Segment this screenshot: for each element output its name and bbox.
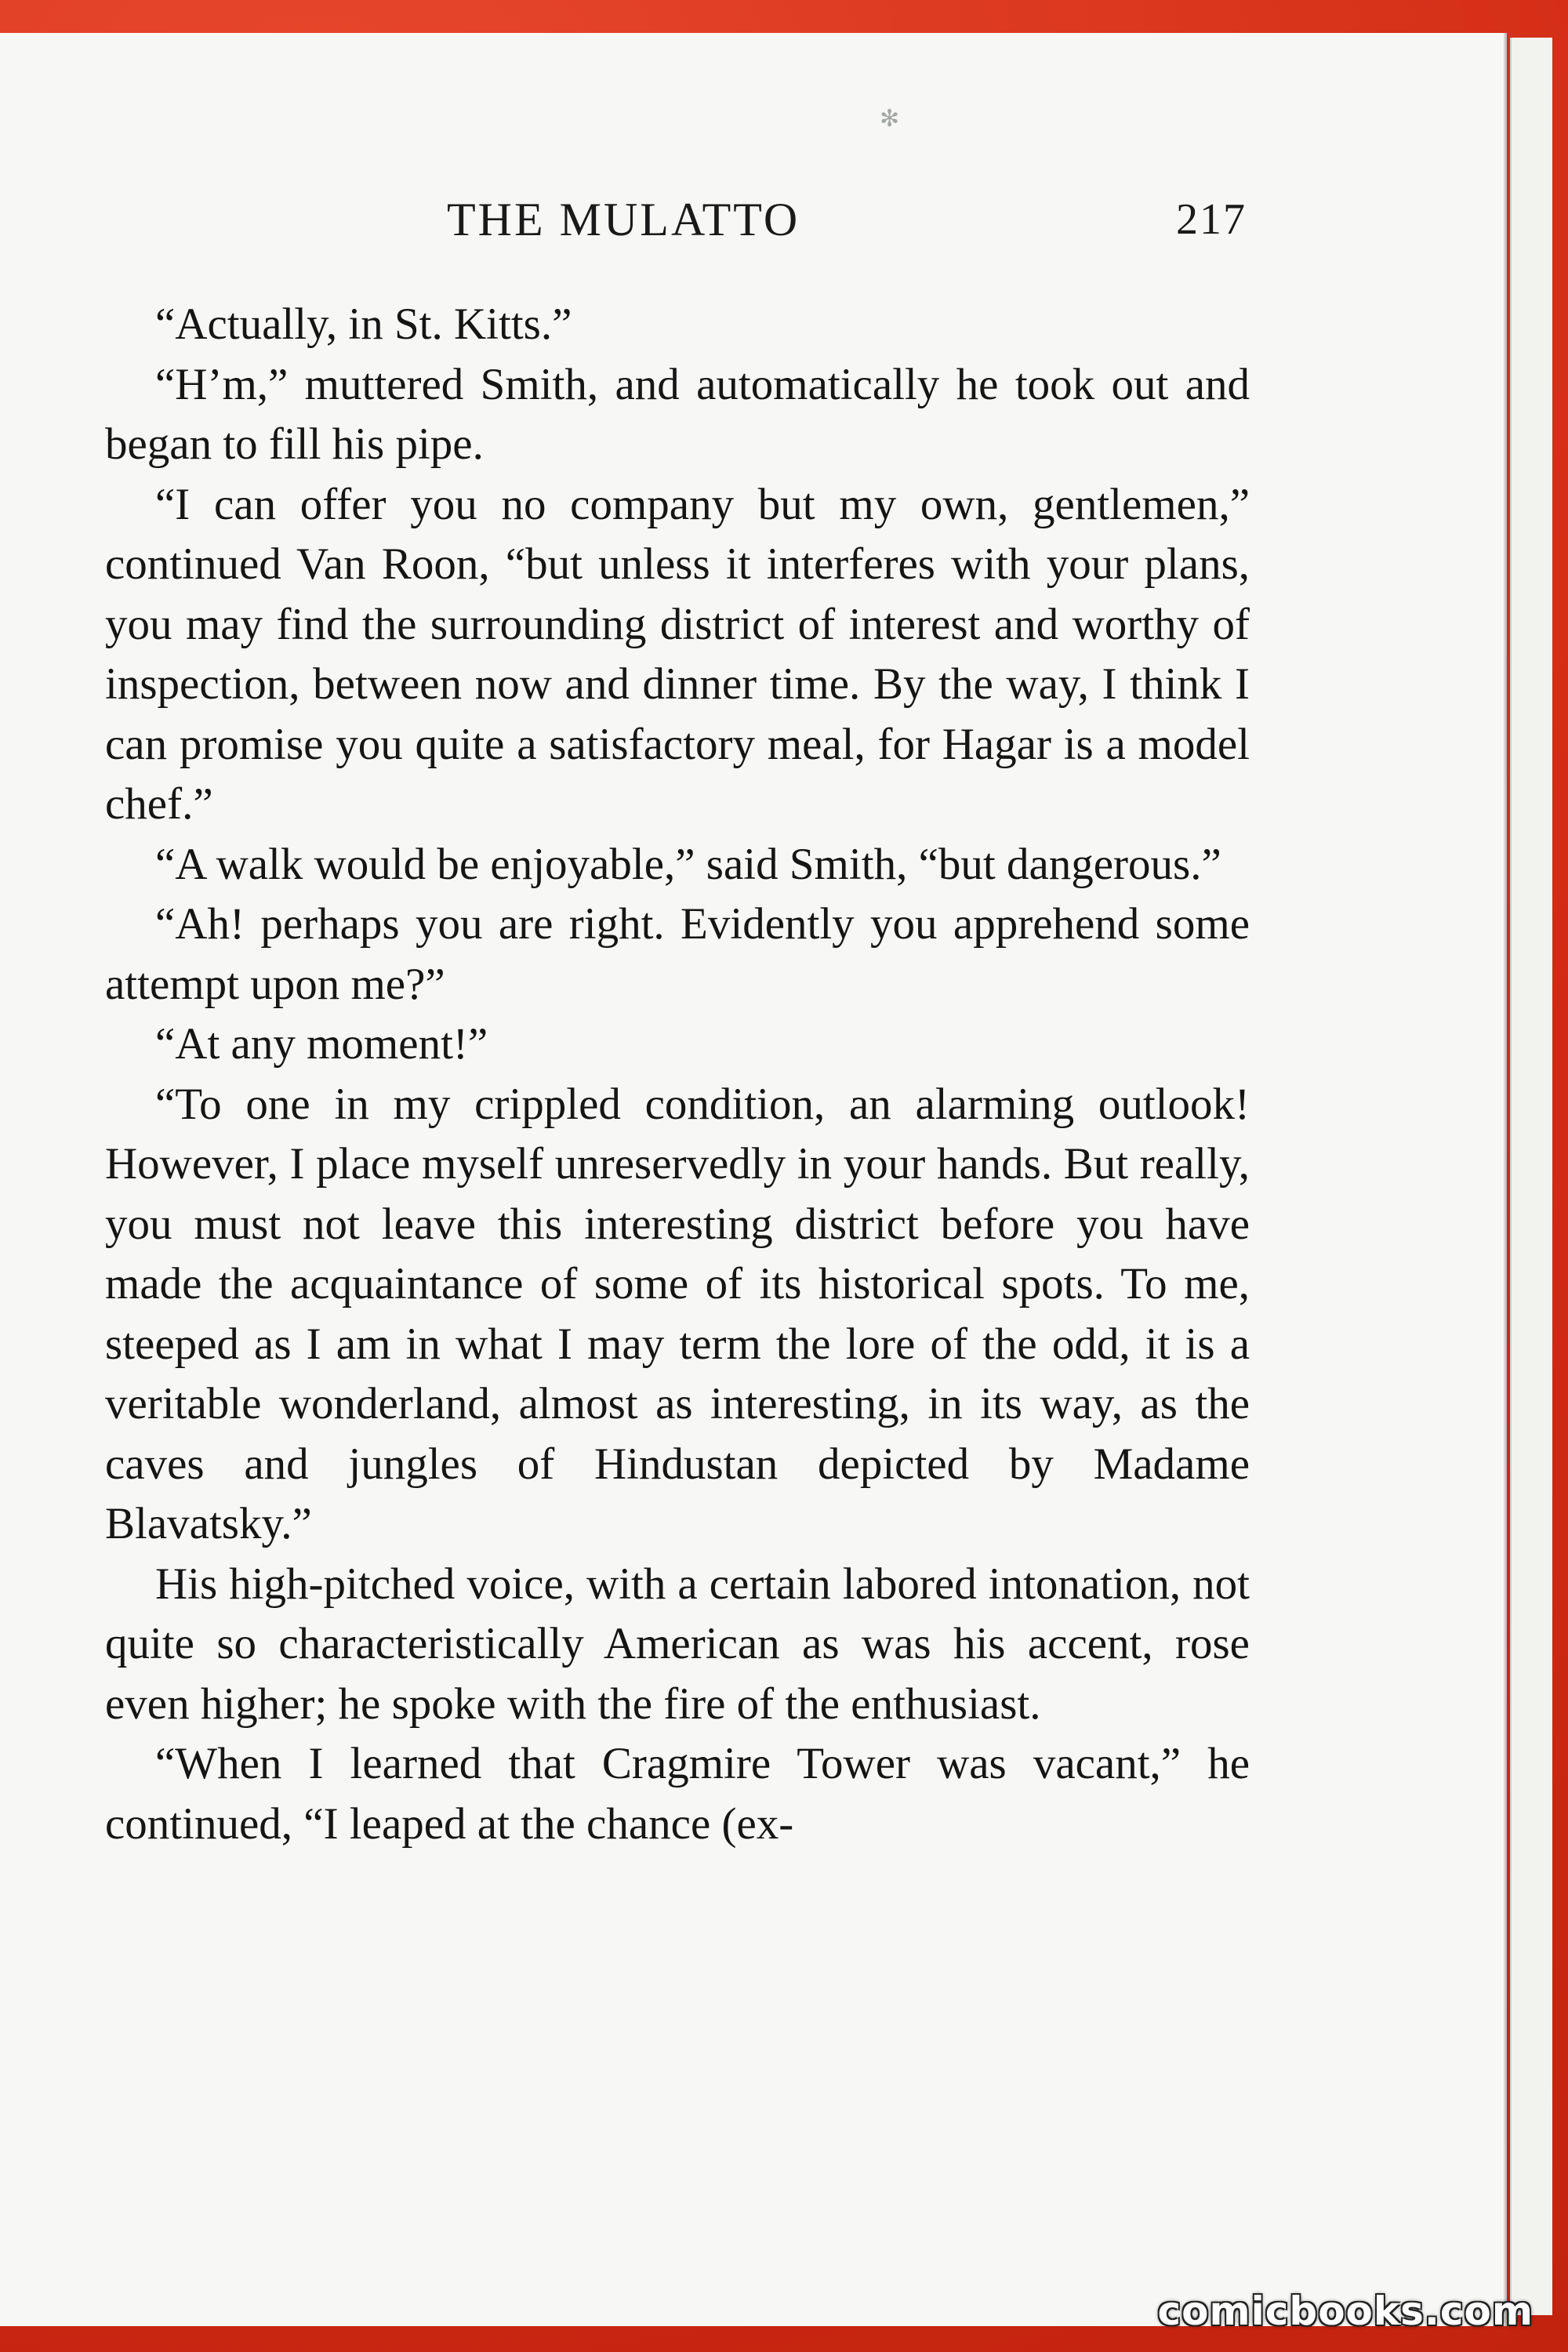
page-number: 217 [1176,195,1247,244]
paragraph-7: “To one in my crippled condition, an alarming outlook! However, I place myself unreservedly in your hands. But really, you must not leave this interesting district before you have made the acquaintance of some of its historical spots. To me, steeped as I am in what I may term the lore of the odd, it is a veritable wonderland, almost as interesting, in its way, as the caves and jungles of Hindustan depicted by Madame Blavatsky.” [105,1079,1250,1548]
paragraph-4: “A walk would be enjoyable,” said Smith, “but dangerous.” [155,839,1221,889]
running-head [102,188,1247,251]
paragraph-3: “I can offer you no company but my own, gentlemen,” continued Van Roon, “but unless it interferes with your plans, you may find the surrounding district of interest and worthy of inspection, between now and dinner time. By the way, I think I can promise you quite a satisfactory meal, for Hagar is a model chef.” [105,479,1250,829]
paragraph-1: “Actually, in St. Kitts.” [155,299,572,349]
paragraph-5: “Ah! perhaps you are right. Evidently you apprehend some attempt upon me?” [105,899,1250,1009]
page-edge [1510,38,1552,2315]
body-text [105,295,1250,1854]
paragraph-8: His high-pitched voice, with a certain labored intonation, not quite so characteristically American as was his accent, rose even higher; he spoke with the fire of the enthusiast. [105,1559,1250,1729]
paper-speck-mark: ✻ [880,105,900,132]
paragraph-9: “When I learned that Cragmire Tower was vacant,” he continued, “I leaped at the chance (ex- [105,1739,1250,1849]
paragraph-6: “At any moment!” [155,1019,488,1069]
paragraph-2: “H’m,” muttered Smith, and automatically he took out and began to fill his pipe. [105,359,1250,469]
running-title: THE MULATTO [447,194,800,245]
site-watermark: comicbooks.com [1157,2288,1534,2334]
